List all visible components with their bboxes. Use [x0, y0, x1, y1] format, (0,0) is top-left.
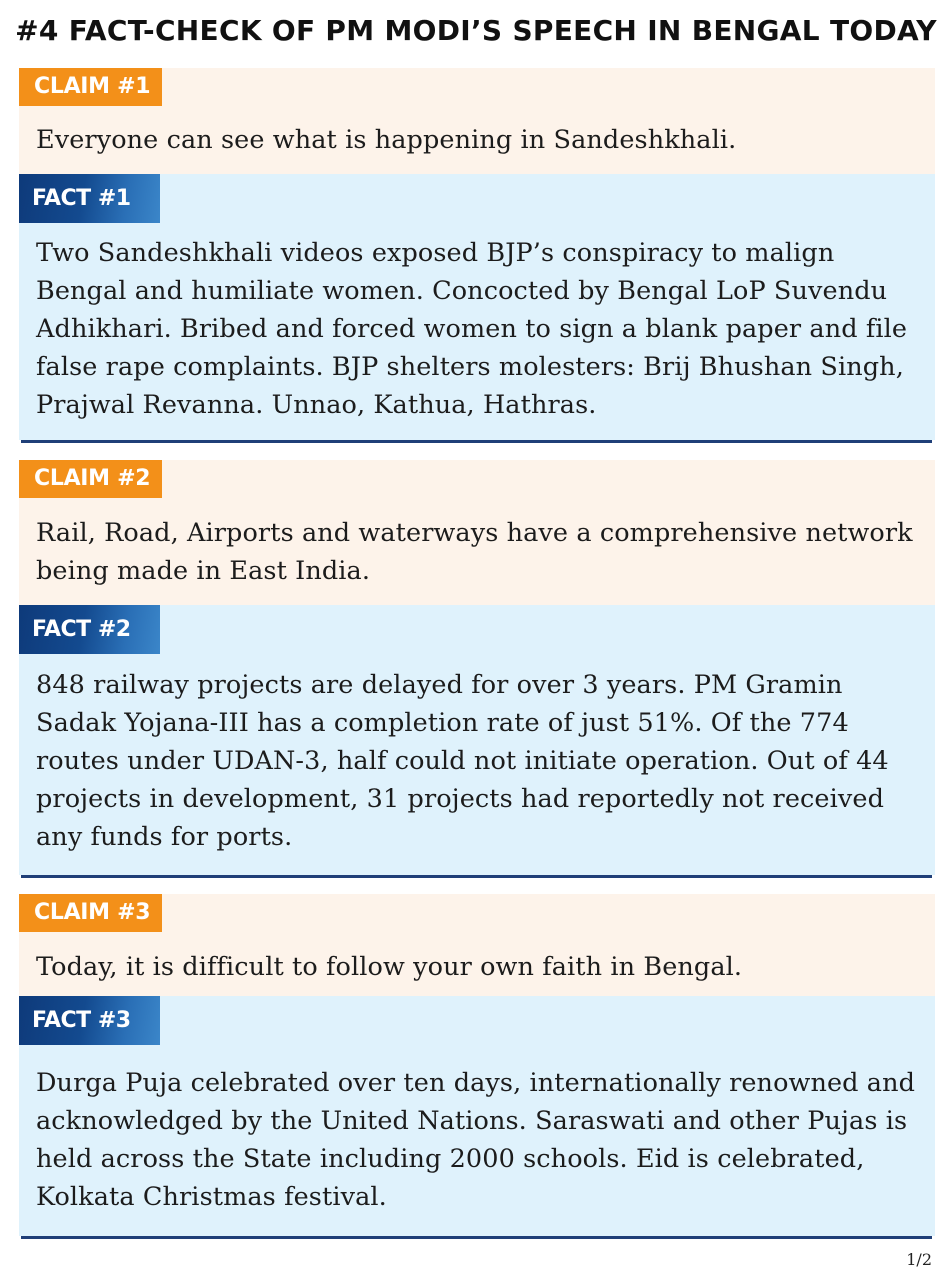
- claim-text-1: Everyone can see what is happening in Sandeshkhali.: [36, 125, 737, 155]
- claim-label-1: CLAIM #1: [19, 68, 162, 106]
- fact-block-1: [19, 174, 935, 440]
- fact-label-2: FACT #2: [19, 605, 160, 654]
- claim-text-2: Rail, Road, Airports and waterways have a comprehensive network being made in East India.: [36, 518, 913, 586]
- fact-label-1: FACT #1: [19, 174, 160, 223]
- section-divider-1: [21, 440, 932, 443]
- page-title: #4 FACT-CHECK OF PM MODI’S SPEECH IN BENGAL TODAY: [15, 14, 937, 47]
- fact-text-3: Durga Puja celebrated over ten days, internationally renowned and acknowledged by the United Nations. Saraswati and other Pujas is held across the State including 2000 schools. Eid is celebrated, Kolkata Christmas festival.: [36, 1068, 916, 1212]
- claim-block-2: [19, 460, 935, 606]
- fact-text-1: Two Sandeshkhali videos exposed BJP’s conspiracy to malign Bengal and humiliate women. Concocted by Bengal LoP Suvendu Adhikhari. Bribed and forced women to sign a blank paper and file false rape complaints. BJP shelters molesters: Brij Bhushan Singh, Prajwal Revanna. Unnao, Kathua, Hathras.: [36, 238, 908, 420]
- claim-text-3: Today, it is difficult to follow your own faith in Bengal.: [36, 952, 743, 982]
- claim-block-3: [19, 894, 935, 996]
- claim-label-3: CLAIM #3: [19, 894, 162, 932]
- fact-block-2: [19, 605, 935, 875]
- claim-label-2: CLAIM #2: [19, 460, 162, 498]
- fact-block-3: [19, 996, 935, 1236]
- section-divider-3: [21, 1236, 932, 1239]
- page-number: 1/2: [906, 1250, 932, 1269]
- fact-label-3: FACT #3: [19, 996, 160, 1045]
- claim-block-1: [19, 68, 935, 174]
- section-divider-2: [21, 875, 932, 878]
- fact-text-2: 848 railway projects are delayed for over 3 years. PM Gramin Sadak Yojana-III has a completion rate of just 51%. Of the 774 routes under UDAN-3, half could not initiate operation. Out of 44 projects in development, 31 projects had reportedly not received any funds for ports.: [36, 670, 889, 852]
